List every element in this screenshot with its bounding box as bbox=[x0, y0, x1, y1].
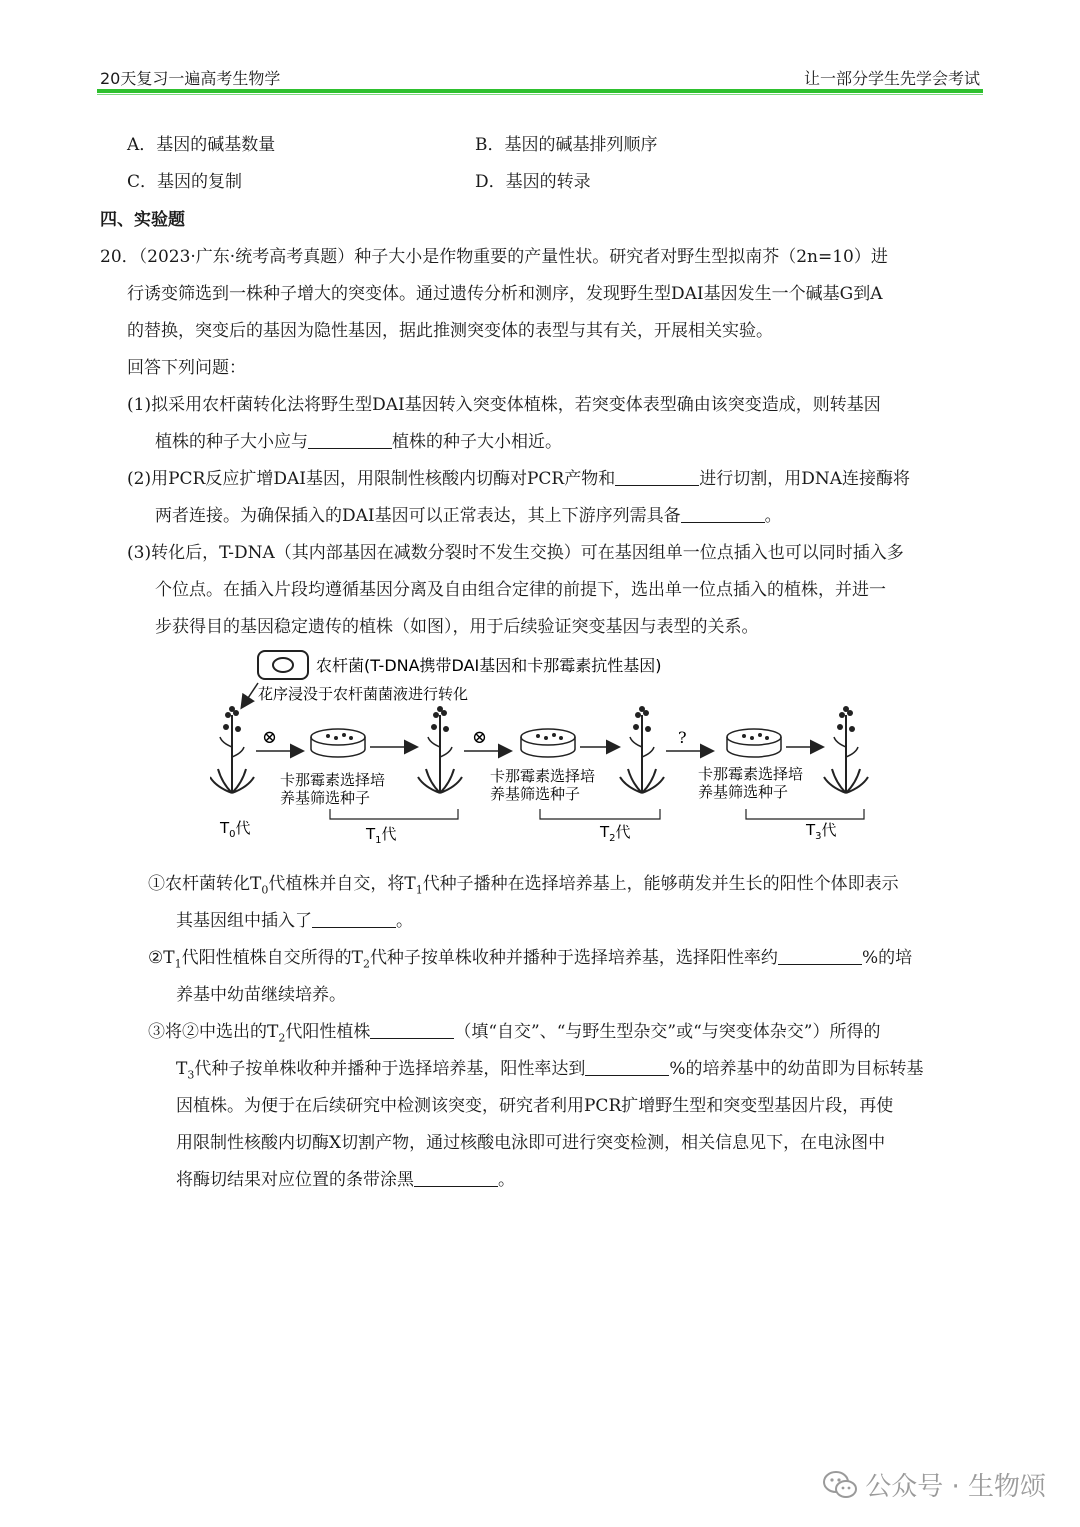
bracket-t1 bbox=[330, 809, 458, 819]
wechat-icon bbox=[823, 1470, 857, 1500]
plate-label-1b: 养基筛选种子 bbox=[280, 789, 371, 807]
header-left-title: 20天复习一遍高考生物学 bbox=[100, 69, 281, 88]
generation-label-t2: $T_2$代 bbox=[600, 823, 631, 844]
generation-label-t0: $T_0$代 bbox=[220, 819, 251, 840]
agrobacterium-label: 农杆菌(T-DNA携带DAI基因和卡那霉素抗性基因) bbox=[316, 656, 662, 675]
option-b: B．基因的碱基排列顺序 bbox=[475, 135, 658, 155]
selfing-symbol-1: ⊗ bbox=[262, 727, 278, 748]
question-mark: ? bbox=[678, 728, 687, 747]
answer-blank-5[interactable] bbox=[778, 948, 862, 965]
selfing-symbol-2: ⊗ bbox=[472, 727, 488, 748]
section-heading: 四、实验题 bbox=[100, 210, 185, 230]
part-3-line-2: 个位点。在插入片段均遵循基因分离及自由组合定律的前提下，选出单一位点插入的植株，并进一 bbox=[155, 580, 886, 600]
header-divider-thin bbox=[97, 94, 983, 95]
plate-label-2a: 卡那霉素选择培 bbox=[490, 767, 596, 785]
dip-label: 花序浸没于农杆菌菌液进行转化 bbox=[258, 685, 469, 703]
question-prompt: 回答下列问题： bbox=[127, 358, 246, 378]
answer-blank-1[interactable] bbox=[308, 432, 392, 449]
question-stem-line-3: 的替换，突变后的基因为隐性基因，据此推测突变体的表型与其有关，开展相关实验。 bbox=[127, 321, 773, 341]
part-3-line-3: 步获得目的基因稳定遗传的植株（如图），用于后续验证突变基因与表型的关系。 bbox=[155, 617, 759, 637]
answer-blank-2[interactable] bbox=[615, 469, 699, 486]
generation-label-t1: $T_1$代 bbox=[366, 825, 397, 845]
part-3-line-1: (3)转化后，T-DNA（其内部基因在减数分裂时不发生交换）可在基因组单一位点插入也可以同时插入多 bbox=[127, 543, 904, 563]
petri-dish-icon-2 bbox=[521, 729, 575, 757]
subpart-3-line-4: 用限制性核酸内切酶X切割产物，通过核酸电泳即可进行突变检测，相关信息见下，在电泳图中 bbox=[176, 1133, 886, 1153]
plant-icon-t0 bbox=[210, 706, 254, 793]
option-c: C．基因的复制 bbox=[127, 172, 243, 192]
subpart-1-line-2: 其基因组中插入了 。 bbox=[176, 911, 413, 931]
plant-icon-t2 bbox=[620, 706, 664, 793]
subpart-1-line-1: ①农杆菌转化$T_0$代植株并自交，将$T_1$代种子播种在选择培养基上，能够萌发并生长的阳性个体即表示 bbox=[148, 874, 899, 897]
watermark bbox=[823, 1466, 1046, 1503]
plate-label-2b: 养基筛选种子 bbox=[490, 785, 581, 803]
answer-blank-3[interactable] bbox=[681, 506, 765, 523]
generation-label-t3: $T_3$代 bbox=[806, 821, 837, 842]
plant-icon-t3 bbox=[824, 706, 868, 793]
plate-label-3b: 养基筛选种子 bbox=[698, 783, 789, 801]
plate-label-1a: 卡那霉素选择培 bbox=[280, 771, 386, 789]
subpart-3-line-2: $T_3$代种子按单株收种并播种于选择培养基，阳性率达到 %的培养基中的幼苗即为目标转基 bbox=[176, 1059, 924, 1082]
petri-dish-icon-3 bbox=[727, 729, 781, 757]
subpart-2-line-1: $②T_1$代阳性植株自交所得的$T_2$代种子按单株收种并播种于选择培养基，选择阳性率约 %的培 bbox=[148, 948, 913, 971]
transformation-workflow-figure bbox=[210, 645, 880, 845]
part-1-line-2: 植株的种子大小应与 植株的种子大小相近。 bbox=[155, 432, 562, 452]
dip-arrow bbox=[242, 683, 258, 707]
subpart-2-line-2: 养基中幼苗继续培养。 bbox=[176, 985, 346, 1005]
question-stem-line-1: 20．（2023·广东·统考高考真题）种子大小是作物重要的产量性状。研究者对野生型拟南芥（2n=10）进 bbox=[100, 247, 888, 267]
subpart-3-line-5: 将酶切结果对应位置的条带涂黑 。 bbox=[176, 1170, 515, 1190]
question-stem-line-2: 行诱变筛选到一株种子增大的突变体。通过遗传分析和测序，发现野生型DAI基因发生一个碱基G到A bbox=[127, 284, 883, 304]
header-right-slogan: 让一部分学生先学会考试 bbox=[803, 69, 980, 88]
part-2-line-2: 两者连接。为确保插入的DAI基因可以正常表达，其上下游序列需具备 。 bbox=[155, 506, 782, 526]
bracket-t2 bbox=[540, 809, 660, 819]
answer-blank-6[interactable] bbox=[370, 1022, 454, 1039]
plant-icon-t1 bbox=[418, 706, 462, 793]
watermark-text: 公众号 · 生物颂 bbox=[865, 1472, 1046, 1502]
subpart-3-line-1: ③将②中选出的$T_2$代阳性植株 （填“自交”、“与野生型杂交”或“与突变体杂交”）所得的 bbox=[148, 1022, 881, 1045]
answer-blank-8[interactable] bbox=[414, 1170, 498, 1187]
header-divider bbox=[97, 89, 983, 93]
part-2-line-1: (2)用PCR反应扩增DAI基因，用限制性核酸内切酶对PCR产物和 进行切割，用DNA连接酶将 bbox=[127, 469, 910, 489]
subpart-3-line-3: 因植株。为便于在后续研究中检测该突变，研究者利用PCR扩增野生型和突变型基因片段，再使 bbox=[176, 1096, 894, 1116]
bracket-t3 bbox=[746, 809, 864, 819]
plate-label-3a: 卡那霉素选择培 bbox=[698, 765, 804, 783]
option-a: A．基因的碱基数量 bbox=[127, 135, 276, 155]
part-1-line-1: (1)拟采用农杆菌转化法将野生型DAI基因转入突变体植株，若突变体表型确由该突变造成，则转基因 bbox=[127, 395, 881, 415]
agrobacterium-icon bbox=[258, 651, 308, 679]
answer-blank-4[interactable] bbox=[312, 911, 396, 928]
petri-dish-icon-1 bbox=[311, 729, 365, 757]
option-d: D．基因的转录 bbox=[475, 172, 591, 192]
answer-blank-7[interactable] bbox=[585, 1059, 669, 1076]
